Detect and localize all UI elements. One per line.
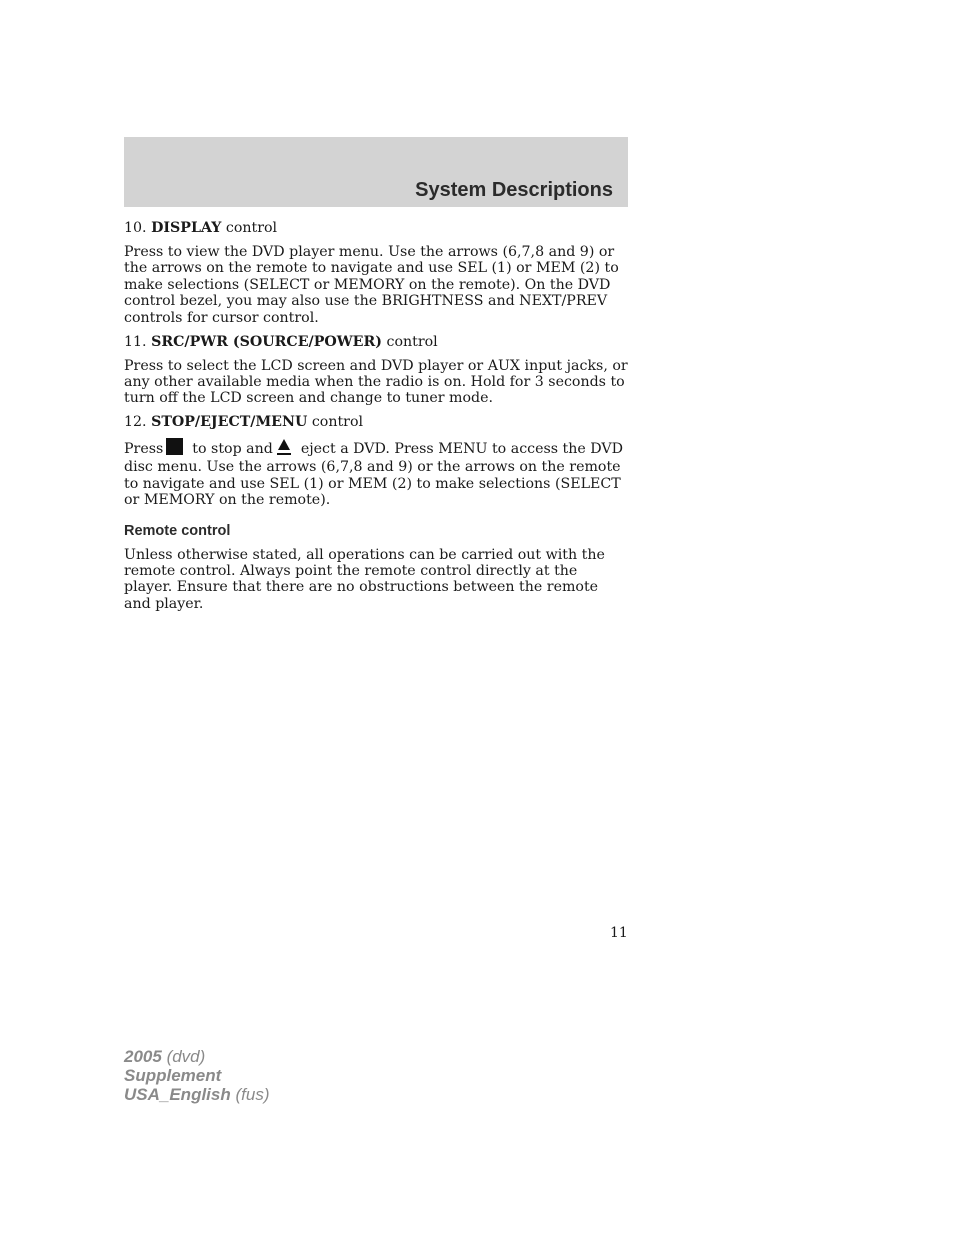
- item-12-suffix: control: [311, 414, 364, 431]
- item-11-suffix: control: [386, 333, 438, 350]
- item-11-description: Press to select the LCD screen and DVD player or AUX input jacks, or any other available media when the radio is on. Hold for 3 seconds to turn off the LCD screen and change to tuner mode.: [124, 357, 628, 407]
- item-12-name: STOP/EJECT/MENU: [151, 414, 308, 431]
- item-11-number: 11.: [124, 333, 147, 350]
- page-content: [124, 220, 628, 620]
- item-10-heading: [124, 220, 628, 236]
- item-10-name: DISPLAY: [151, 220, 222, 236]
- item-12-text-eject: eject a DVD. Press MENU to access the DVD disc menu. Use the arrows (6,7,8 and 9) or the arrows on the remote to navigate and use SEL (1) or MEM (2) to make selections (SELECT or MEMORY on the remote).: [124, 441, 624, 509]
- footer-fus: (fus): [235, 1085, 270, 1104]
- eject-icon: [277, 439, 291, 456]
- remote-control-description: Unless otherwise stated, all operations can be carried out with the remote control. Always point the remote control directly at the player. Ensure that there are no obstructions between the remote and player.: [124, 546, 605, 612]
- page-number: 11: [610, 925, 628, 941]
- item-12-text-stop: to stop and: [192, 441, 273, 458]
- footer-line-2: [124, 1066, 269, 1085]
- item-11-name: SRC/PWR (SOURCE/POWER): [151, 333, 382, 350]
- item-10-description: Press to view the DVD player menu. Use the arrows (6,7,8 and 9) or the arrows on the remote to navigate and use SEL (1) or MEM (2) to make selections (SELECT or MEMORY on the remote). On the DVD control bezel, you may also use the BRIGHTNESS and NEXT/PREV controls for cursor control.: [124, 244, 619, 326]
- section-header-bar: [124, 137, 628, 207]
- item-10-number: 10.: [124, 220, 147, 236]
- footer-year: 2005: [124, 1047, 162, 1066]
- item-12-number: 12.: [124, 414, 147, 431]
- footer-line-1: [124, 1047, 269, 1066]
- item-12-description: [124, 438, 628, 508]
- footer-supplement: Supplement: [124, 1066, 222, 1085]
- stop-icon: [166, 438, 183, 455]
- footer-dvd: (dvd): [166, 1047, 206, 1066]
- footer-language: USA_English: [124, 1085, 231, 1104]
- item-11-heading: [124, 334, 628, 350]
- item-12-heading: [124, 414, 628, 430]
- item-12-text-press: Press: [124, 441, 164, 458]
- section-title: System Descriptions: [415, 179, 613, 201]
- footer-line-3: [124, 1085, 269, 1104]
- item-10-suffix: control: [225, 220, 278, 236]
- document-footer: [124, 1047, 269, 1104]
- remote-control-heading: Remote control: [124, 522, 231, 539]
